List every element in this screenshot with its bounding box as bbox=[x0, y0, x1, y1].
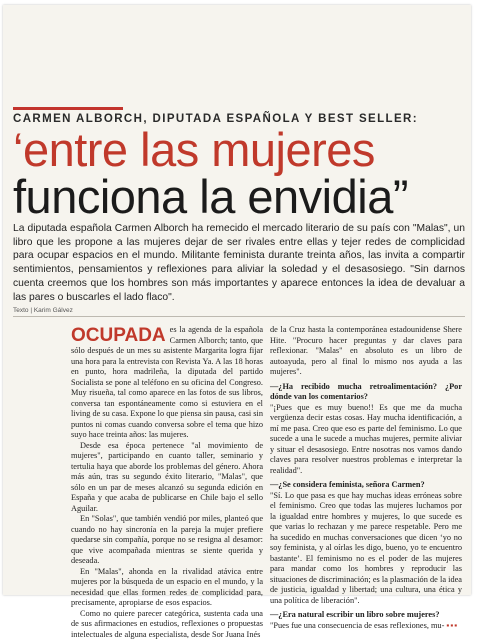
drop-word: OCUPADA bbox=[71, 325, 166, 346]
interview-answer bbox=[270, 621, 462, 632]
headline-line-1: ‘entre las mujeres bbox=[13, 125, 471, 175]
body-text: es la agenda de la española Carmen Alborch; tanto, que sólo después de un mes su asistente Margarita logra fijar una hora para la entrevista con Revista Ya. A las 18 horas en punto, hora madrileña, la diputada del partido Socialista se pone al teléfono en su oficina del Congreso. Muy risueña, tal como aparece en las fotos de sus libros, conversa tan espontáneamente como si estuviera en el living de su casa. Expone lo que piensa sin pausa, casi sin puntos ni comas cuando conversa sobre el tema que hizo suyo hace treinta años: las mujeres. bbox=[71, 325, 263, 439]
body-paragraph: En "Solas", que también vendió por miles, planteó que cuando no hay sincronía en la pareja la mujer prefiere quedarse sin compañía, porque no se resigna al desamor: que vive acompañada mientras se siente querida y deseada. bbox=[71, 514, 263, 567]
answer-text: "Pues fue una consecuencia de esas reflexiones, mu- bbox=[270, 621, 444, 630]
headline-line-2: funciona la envidia” bbox=[13, 172, 471, 222]
continue-mark: ▪▪▪ bbox=[446, 621, 458, 630]
body-paragraph: En "Malas", ahonda en la rivalidad atávica entre mujeres por la búsqueda de un espacio en el mundo, y la necesidad que ellas formen redes de complicidad para, precisamente, apropiarse de esos espacios. bbox=[71, 567, 263, 609]
byline-credit: Texto | Karim Gálvez bbox=[13, 307, 73, 314]
interview-question: —¿Era natural escribir un libro sobre mujeres? bbox=[270, 610, 462, 621]
magazine-page bbox=[3, 5, 471, 595]
body-column-left bbox=[71, 325, 263, 640]
body-column-right bbox=[270, 325, 462, 631]
article-kicker: CARMEN ALBORCH, DIPUTADA ESPAÑOLA Y BEST SELLER: bbox=[13, 113, 463, 125]
accent-rule bbox=[13, 107, 123, 110]
body-paragraph: de la Cruz hasta la contemporánea estadounidense Shere Hite. "Procuro hacer preguntas y dar claves para reflexionar. "Malas" en absoluto es un libro de autoayuda, pero al final lo mismo nos ayuda a las mujeres". bbox=[270, 325, 462, 378]
divider bbox=[13, 316, 465, 317]
interview-question: —¿Se considera feminista, señora Carmen? bbox=[270, 480, 462, 491]
lead-paragraph: La diputada española Carmen Alborch ha remecido el mercado literario de su país con "Malas", un libro que les propone a las mujeres dejar de ser rivales entre ellas y tejer redes de complicidad para ocupar espacios en el mundo. Militante feminista durante treinta años, las invita a compartir sentimientos, pensamientos y reflexiones para aliviar la soledad y el desasosiego. "Sin darnos cuenta creemos que los hombres son más importantes y aparece entonces la idea de devaluar a las pares o buscarles el lado flaco". bbox=[13, 222, 465, 304]
body-paragraph bbox=[71, 325, 263, 441]
interview-answer: "¡Pues que es muy bueno!! Es que me da mucha vergüenza decir estas cosas. Hay mucha identificación, a mí me pasa. Creo que eso es parte del feminismo. Lo que sucede a una le sucede a muchas mujeres, permite aliviar y situar el desasosiego. Entre nosotras nos vamos dando claves para resolver nuestros problemas e interpretar la realidad". bbox=[270, 403, 462, 477]
body-paragraph: Desde esa época pertenece "al movimiento de mujeres", participando en cuanto taller, seminario y tertulia haya que aborde los problemas del género. Ahora más aún, tras su segundo éxito literario, "Malas", que sólo en un par de meses alcanzó su segunda edición en España y que acaba de publicarse en Chile bajo el sello Aguilar. bbox=[71, 441, 263, 515]
interview-question: —¿Ha recibido mucha retroalimentación? ¿Por dónde van los comentarios? bbox=[270, 382, 462, 403]
interview-answer: "Sí. Lo que pasa es que hay muchas ideas erróneas sobre el feminismo. Creo que todas las mujeres luchamos por la igualdad entre hombres y mujeres, lo que sucede es que varias lo rechazan y me parece respetable. Pero me ha sucedido en muchas conversaciones que dicen ‘yo no soy feminista, y al oírlas les digo, bueno, yo te encuentro bastante’. El feminismo no es el poder de las mujeres para mandar como los hombres y reproducir las situaciones de discriminación; es la plasmación de la idea de justicia, igualdad y libertad; una cultura, una ética y una política de liberación". bbox=[270, 491, 462, 607]
body-paragraph: Como no quiere parecer categórica, sustenta cada una de sus afirmaciones en estudios, reflexiones o propuestas intelectuales de alguna especialista, desde Sor Juana Inés bbox=[71, 609, 263, 640]
